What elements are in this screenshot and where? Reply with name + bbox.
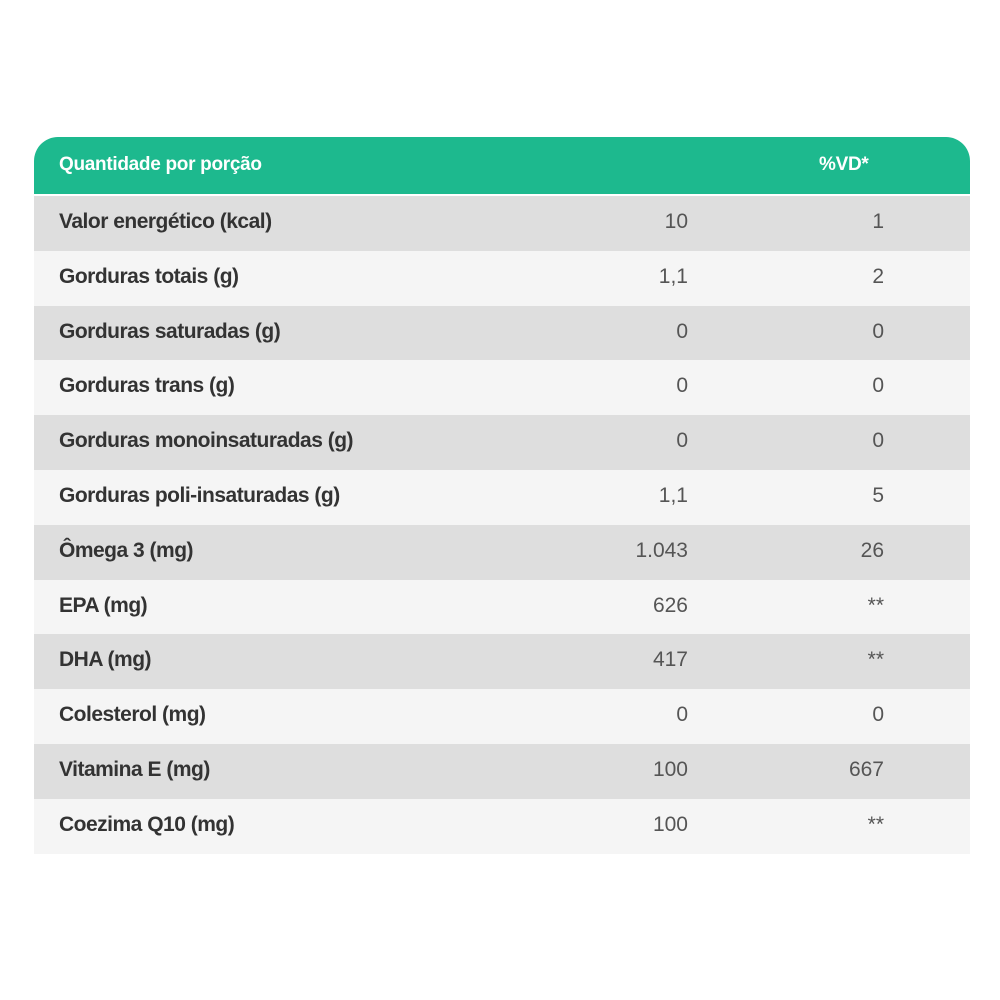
table-body <box>34 196 970 854</box>
header-vd-label: %VD* <box>819 154 869 175</box>
table-row <box>34 580 970 635</box>
nutrient-quantity: 0 <box>676 319 688 343</box>
table-row <box>34 634 970 689</box>
nutrient-quantity: 100 <box>652 812 688 836</box>
nutrient-daily-value: 5 <box>872 483 884 507</box>
nutrient-quantity: 626 <box>652 593 688 617</box>
table-row <box>34 470 970 525</box>
nutrient-quantity: 1,1 <box>658 264 688 288</box>
nutrient-quantity: 417 <box>652 648 688 672</box>
nutrient-label: EPA (mg) <box>59 593 148 617</box>
nutrition-table <box>34 137 970 854</box>
nutrient-quantity: 0 <box>676 703 688 727</box>
nutrient-label: Ômega 3 (mg) <box>59 538 194 562</box>
nutrient-daily-value: 0 <box>872 429 884 453</box>
nutrient-label: Gorduras poli-insaturadas (g) <box>59 483 340 507</box>
nutrient-quantity: 0 <box>676 374 688 398</box>
nutrient-label: Gorduras trans (g) <box>59 374 235 398</box>
nutrient-quantity: 1.043 <box>635 538 688 562</box>
table-row <box>34 525 970 580</box>
nutrient-quantity: 0 <box>676 429 688 453</box>
table-row <box>34 415 970 470</box>
nutrient-daily-value: 0 <box>872 703 884 727</box>
nutrient-label: Vitamina E (mg) <box>59 757 210 781</box>
table-row <box>34 799 970 854</box>
nutrient-label: Coezima Q10 (mg) <box>59 812 235 836</box>
nutrient-daily-value: 667 <box>848 757 884 781</box>
nutrient-label: DHA (mg) <box>59 648 152 672</box>
table-header <box>34 137 970 194</box>
nutrient-label: Colesterol (mg) <box>59 703 206 727</box>
table-row <box>34 251 970 306</box>
nutrient-daily-value: 0 <box>872 374 884 398</box>
nutrient-daily-value: ** <box>867 593 884 617</box>
nutrient-quantity: 100 <box>652 757 688 781</box>
nutrient-daily-value: 2 <box>872 264 884 288</box>
nutrient-quantity: 10 <box>664 210 688 233</box>
nutrient-label: Gorduras saturadas (g) <box>59 319 281 343</box>
nutrient-daily-value: 1 <box>872 210 884 233</box>
nutrient-label: Gorduras monoinsaturadas (g) <box>59 429 354 453</box>
nutrient-quantity: 1,1 <box>658 483 688 507</box>
nutrient-label: Gorduras totais (g) <box>59 264 239 288</box>
table-row <box>34 360 970 415</box>
nutrient-daily-value: 0 <box>872 319 884 343</box>
nutrient-daily-value: ** <box>867 648 884 672</box>
nutrient-label: Valor energético (kcal) <box>59 210 272 233</box>
table-row <box>34 744 970 799</box>
table-row <box>34 689 970 744</box>
header-quantity-label: Quantidade por porção <box>59 154 262 175</box>
table-row <box>34 196 970 251</box>
nutrient-daily-value: 26 <box>860 538 884 562</box>
nutrient-daily-value: ** <box>867 812 884 836</box>
table-row <box>34 306 970 361</box>
